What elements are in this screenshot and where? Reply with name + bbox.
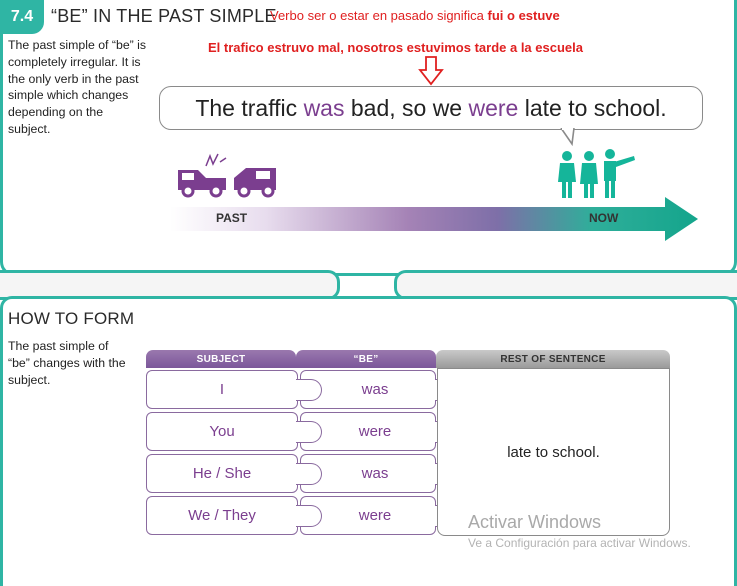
subject-cell: He / She	[146, 454, 298, 493]
example-part-3: late to school.	[518, 94, 667, 121]
be-cell: was	[300, 454, 436, 493]
example-sentence-bubble	[159, 86, 703, 130]
spanish-translation: El trafico estruvo mal, nosotros estuvimos tarde a la escuela	[208, 40, 583, 55]
example-part-1: The traffic	[195, 94, 304, 121]
speech-bubble-tail	[560, 128, 582, 146]
spanish-note	[270, 8, 560, 23]
example-verb-was: was	[303, 94, 345, 121]
rest-column-header: REST OF SENTENCE	[436, 350, 670, 368]
puzzle-knob	[296, 463, 322, 485]
activate-windows-hint: Ve a Configuración para activar Windows.	[468, 536, 691, 550]
how-to-form-title: HOW TO FORM	[8, 309, 135, 328]
subject-column-header: SUBJECT	[146, 350, 296, 368]
timeline-past-label: PAST	[216, 211, 248, 225]
subject-cell: You	[146, 412, 298, 451]
be-cell: was	[300, 370, 436, 409]
timeline-arrow	[170, 196, 700, 242]
puzzle-knob	[296, 421, 322, 443]
how-to-form-intro: The past simple of “be” changes with the subject.	[8, 339, 126, 387]
activate-windows-watermark: Activar Windows	[468, 512, 602, 532]
car-crash-icon	[176, 152, 286, 198]
puzzle-knob	[296, 505, 322, 527]
section-number: 7.4	[0, 0, 44, 34]
section-title: “BE” IN THE PAST SIMPLE	[51, 6, 277, 26]
people-pointing-icon	[556, 148, 640, 200]
rest-of-sentence-cell: late to school.	[437, 368, 670, 536]
timeline-now-label: NOW	[589, 211, 619, 225]
be-cell: were	[300, 496, 436, 535]
spanish-note-text: Verbo ser o estar en pasado significa	[270, 8, 488, 23]
be-cell: were	[300, 412, 436, 451]
down-arrow-icon	[418, 56, 444, 86]
example-verb-were: were	[468, 94, 519, 121]
puzzle-knob	[296, 379, 322, 401]
subject-cell: We / They	[146, 496, 298, 535]
intro-text: The past simple of “be” is completely irregular. It is the only verb in the past simple which changes depending on the subject.	[8, 38, 147, 136]
example-part-2: bad, so we	[344, 94, 469, 121]
be-column-header: “BE”	[296, 350, 436, 368]
spanish-note-bold: fui o estuve	[487, 8, 560, 23]
subject-cell: I	[146, 370, 298, 409]
